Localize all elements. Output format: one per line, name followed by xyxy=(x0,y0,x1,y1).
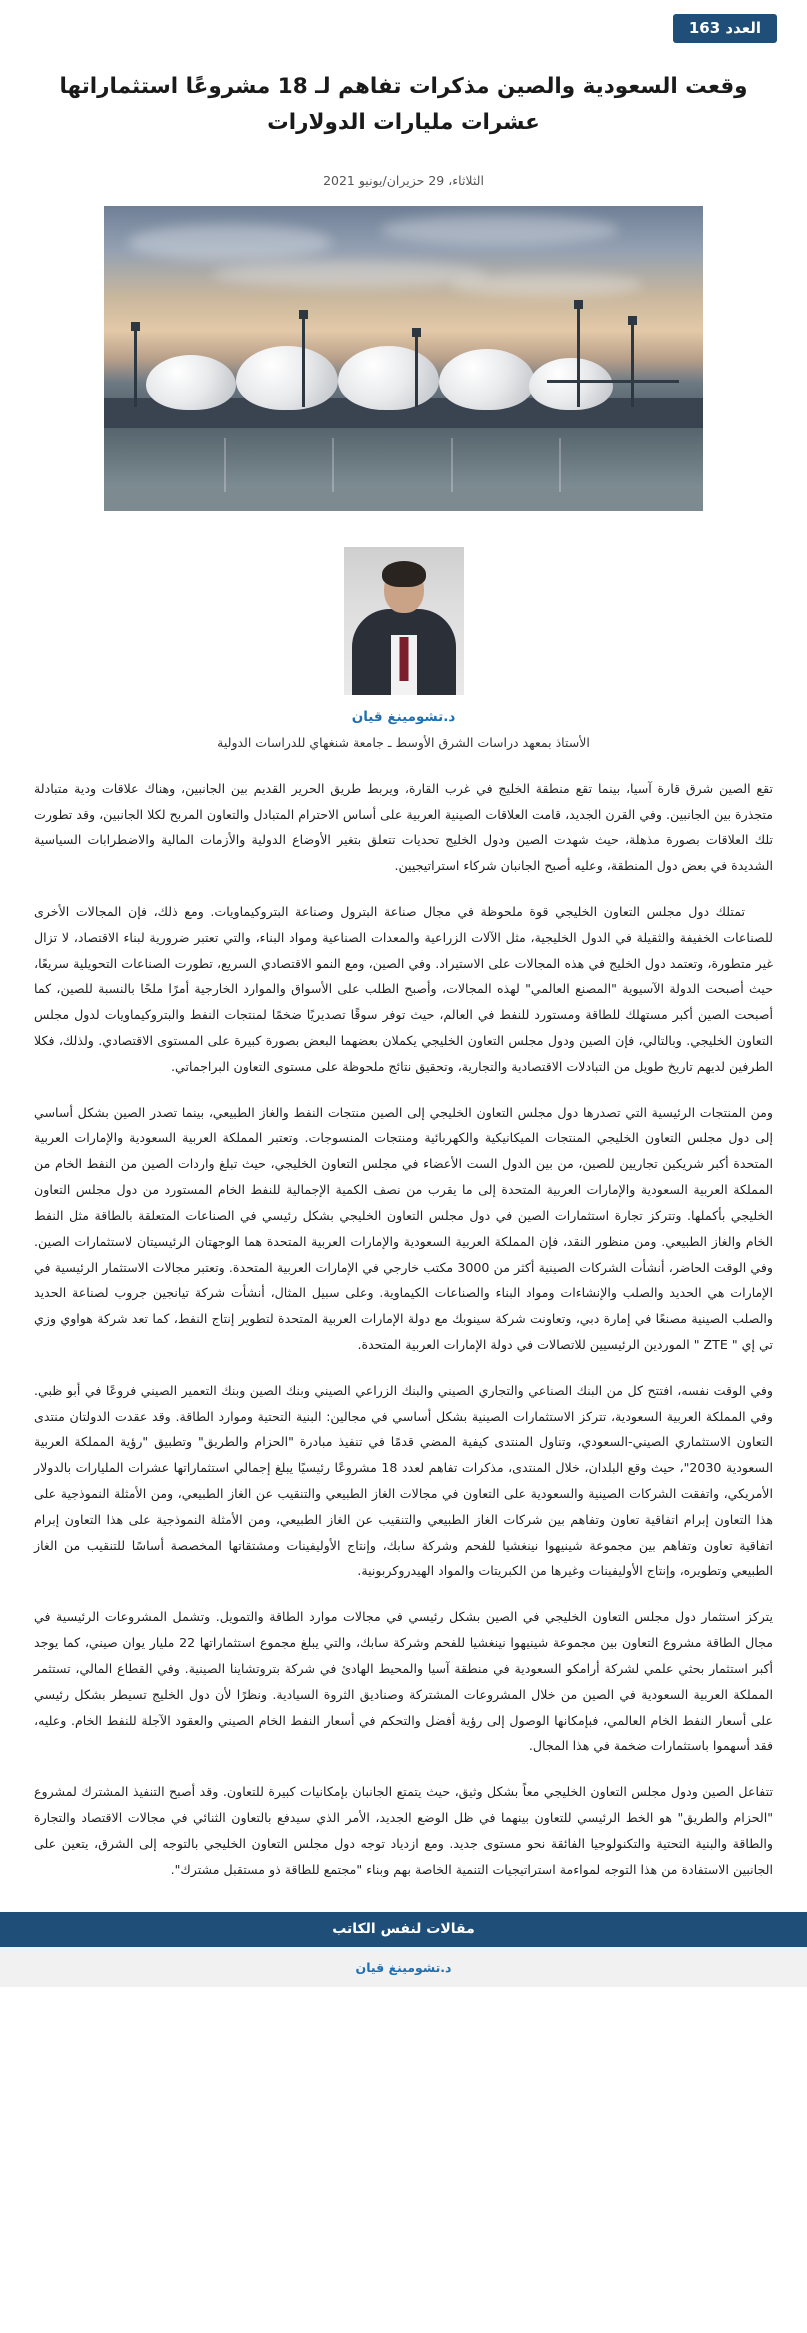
storage-tank xyxy=(146,355,236,410)
author-name[interactable]: د.تشومينغ قيان xyxy=(351,708,456,725)
related-articles-footer xyxy=(0,1902,807,1987)
author-articles-link[interactable]: د.تشومينغ قيان xyxy=(355,1960,452,1976)
gantry-structure xyxy=(547,380,679,383)
storage-tank xyxy=(338,346,440,410)
article-paragraph: تمتلك دول مجلس التعاون الخليجي قوة ملحوظة في مجال صناعة البترول وصناعة البتروكيماويات. ومع ذلك، فإن المجالات الأخرى للصناعات الخفيفة والثقيلة في الدول الخليجية، مثل الآلات الزراعية والمعدات الصناعية ومواد البناء، والتي تعتبر ضرورية لبناء الاقتصاد، لا تزال غير متطورة، وتعتمد دول الخليج في هذه المجالات على الاستيراد. وفي الصين، ومع النمو الاقتصادي السريع، تطورت الصناعات التحويلية سريعًا، حيث أصبحت الدولة الآسيوية "المصنع العالمي" لهذه المجالات، وأصبح الطلب على الأسواق والموارد الخارجية أمرًا ملحًا بالنسبة للصين، كما أصبحت الصين أكبر مستهلك للطاقة ومستورد للنفط في العالم، حيث توفر سوقًا تصديريًا ضخمًا لمنتجات النفط والبتروكيماويات لدول مجلس التعاون الخليجي. وبالتالي، فإن الصين ودول مجلس التعاون الخليجي يكملان بعضهما البعض بصورة كبيرة على المستوى الاقتصادي. ولذلك، فكلا الطرفين لديهم تاريخ طويل من التبادلات الاقتصادية والتجارية، وتحقيق نتائج ملحوظة على مستوى التعاون البراجماتي. xyxy=(34,903,773,1074)
tower-structure xyxy=(302,316,305,408)
footer-section-title: مقالات لنفس الكاتب xyxy=(0,1912,807,1947)
footer-link-row xyxy=(0,1947,807,1987)
tower-structure xyxy=(415,334,418,407)
hero-image xyxy=(104,206,703,511)
article-body xyxy=(0,750,807,1883)
avatar-hair xyxy=(382,561,426,587)
cloud-shape xyxy=(212,261,488,288)
tower-structure xyxy=(134,328,137,407)
article-paragraph: تتفاعل الصين ودول مجلس التعاون الخليجي معاً بشكل وثيق، حيث يتمتع الجانبان بإمكانيات كبيرة للتعاون. وقد أصبح التنفيذ المشترك لمشروع "الحزام والطريق" هو الخط الرئيسي للتعاون بينهما في ظل الوضع الجديد، الأمر الذي سيدفع بالتعاون الثنائي في مجالات الاقتصاد والتجارة والطاقة والبنية التحتية والتكنولوجيا الفائقة نحو مستوى جديد. ومع ازدياد توجه دول مجلس التعاون الخليجي بالتوجه إلى الشرق، يتعين على الجانبين الاستفادة من هذا التوجه لمواءمة استراتيجيات التنمية الخاصة بهم وبناء "مجتمع للطاقة ذو مستقبل مشترك". xyxy=(34,1784,773,1877)
article-paragraph: وفي الوقت نفسه، افتتح كل من البنك الصناعي والتجاري الصيني والبنك الزراعي الصيني وبنك الصين وبنك التعمير الصيني فروعًا في أبو ظبي. وفي المملكة العربية السعودية، تتركز الاستثمارات الصينية بشكل أساسي في مجالين: البنية التحتية وموارد الطاقة. وقد عقدت الدولتان منتدى التعاون الاستثماري الصيني-السعودي، وتناول المنتدى كيفية المضي قدمًا في تنفيذ مبادرة "الحزام والطريق" وتطبيق "رؤية المملكة العربية السعودية 2030"، حيث وقع البلدان، خلال المنتدى، مذكرات تفاهم لعدد 18 مشروعًا رئيسيًا يبلغ إجمالي استثماراتها عشرات المليارات بالدولار الأمريكي، واتفقت الشركات الصينية والسعودية على التعاون في مجالات الغاز الطبيعي والتنقيب عن الغاز الطبيعي، ومن الأمثلة النموذجية على هذا التعاون إبرام اتفاقية تعاون وتفاهم بين شركات الغاز الطبيعي والتنقيب عن الغاز الطبيعي، ومن الأمثلة النموذجية على هذا التعاون إبرام اتفاقية تعاون وتفاهم بين مجموعة شينيهوا نينغشيا للفحم وشركة سابك، وإنتاج الأوليفينات ومشتقاتها المخصصة أساسًا للتنقيب من الغاز الطبيعي وتطويره، وإنتاج الأوليفينات وغيرها من الكبريتات والمواد الهيدروكربونية. xyxy=(34,1382,773,1579)
article-paragraph: يتركز استثمار دول مجلس التعاون الخليجي في الصين بشكل رئيسي في مجالات موارد الطاقة والتمويل. وتشمل المشروعات الرئيسية في مجال الطاقة مشروع التعاون بين مجموعة شينيهوا نينغشيا للفحم وشركة سابك، والتي يبلغ مجموع استثماراتها 22 مليار يوان صيني، كما يوجد أكبر استثمار بحثي علمي لشركة أرامكو السعودية في منطقة آسيا والمحيط الهادئ في شركة بتروتشاينا الصينية. وفي القطاع المالي، تستثمر المملكة العربية السعودية في الصين من خلال المشروعات المشتركة وصناديق الثروة السيادية. ونظرًا لأن دول الخليج تسيطر بشكل رئيسي على أسعار النفط الخام العالمي، فبإمكانها الوصول إلى رؤية أفضل والتحكم في أسعار النفط الخام الصيني والعقود الآجلة للنفط الخام. وعليه، فقد أسهموا باستثمارات ضخمة في هذا المجال. xyxy=(34,1609,773,1754)
page-title: وقعت السعودية والصين مذكرات تفاهم لـ 18 مشروعًا استثماراتها عشرات مليارات الدولارات xyxy=(59,74,748,135)
water-reflection xyxy=(451,438,453,493)
storage-tank xyxy=(439,349,535,410)
author-block xyxy=(0,511,807,750)
water-reflection xyxy=(332,438,334,493)
article-paragraph: ومن المنتجات الرئيسية التي تصدرها دول مجلس التعاون الخليجي إلى الصين منتجات النفط والغاز الطبيعي، بينما تصدر الصين بشكل أساسي إلى دول مجلس التعاون الخليجي المنتجات الميكانيكية والكهربائية ومنتجات المنسوجات. وتعتبر المملكة العربية السعودية والإمارات العربية المتحدة أكبر شريكين تجاريين للصين، من بين الدول الست الأعضاء في مجلس التعاون الخليجي، حيث تبلغ واردات الصين من النفط الخام من المملكة العربية السعودية والإمارات العربية المتحدة إلى ما يقرب من نصف الكمية الإجمالية للنفط الخام المستورد من دول مجلس التعاون الخليجي بأكملها. وتتركز تجارة استثمارات الصين في دول مجلس التعاون الخليجي بشكل رئيسي في الصناعات المتعلقة بالطاقة مثل النفط الخام والغاز الطبيعي. ومن منظور النقد، فإن المملكة العربية السعودية والإمارات العربية المتحدة هما الوجهتان الرئيسيتان لاستثمارات الصين. وفي الوقت الحاضر، أنشأت الشركات الصينية أكثر من 3000 مكتب خارجي في الإمارات العربية المتحدة. وتعتبر مجالات الاستثمار الرئيسية في الإمارات هي الحديد والصلب والإنشاءات ومواد البناء والصناعات الكيماوية. وعلى سبيل المثال، أنشأت شركة تيانجين جروب لصناعة الحديد والصلب الصينية مصنعًا في إمارة دبي، وتعاونت شركة سينوبك مع دولة الإمارات العربية المتحدة لتطوير إنتاج النفط، كما تعد شركة هواوي وزي تي إي " ZTE " الموردين الرئيسيين للاتصالات في دولة الإمارات العربية المتحدة. xyxy=(34,1104,773,1352)
shore-area xyxy=(104,489,703,510)
cloud-shape xyxy=(380,215,620,246)
issue-badge[interactable]: العدد 163 xyxy=(673,14,777,43)
storage-tank xyxy=(529,358,613,410)
tower-structure xyxy=(577,306,580,407)
water-reflection xyxy=(224,438,226,493)
tower-structure xyxy=(631,322,634,407)
author-title: الأستاذ بمعهد دراسات الشرق الأوسط ـ جامعة شنغهاي للدراسات الدولية xyxy=(217,734,590,750)
avatar-tie xyxy=(399,637,408,681)
article-paragraph: تقع الصين شرق قارة آسيا، بينما تقع منطقة الخليج في غرب القارة، ويربط طريق الحرير القديم بين الجانبين، وهناك علاقات ودية متبادلة متجذرة بين الجانبين. وفي القرن الجديد، قامت العلاقات الصينية العربية على أساس الاحترام المتبادل والتعاون المربح لكلا الجانبين، وقد تطورت تلك العلاقات بصورة مذهلة، حيث شهدت الصين ودول الخليج تحديات تتعلق بتغير الأوضاع الدولية والأزمات المالية والاضطرابات السياسية الشديدة في بعض دول المنطقة، وعليه أصبح الجانبان شركاء استراتيجيين. xyxy=(34,780,773,874)
avatar xyxy=(344,547,464,695)
publication-date: الثلاثاء، 29 حزيران/يونيو 2021 xyxy=(323,172,484,188)
water-reflection xyxy=(559,438,561,493)
issue-badge-row xyxy=(0,0,807,49)
storage-tank xyxy=(236,346,338,410)
cloud-shape xyxy=(128,224,332,261)
hero-image-wrapper xyxy=(0,188,807,511)
cloud-shape xyxy=(451,273,643,297)
